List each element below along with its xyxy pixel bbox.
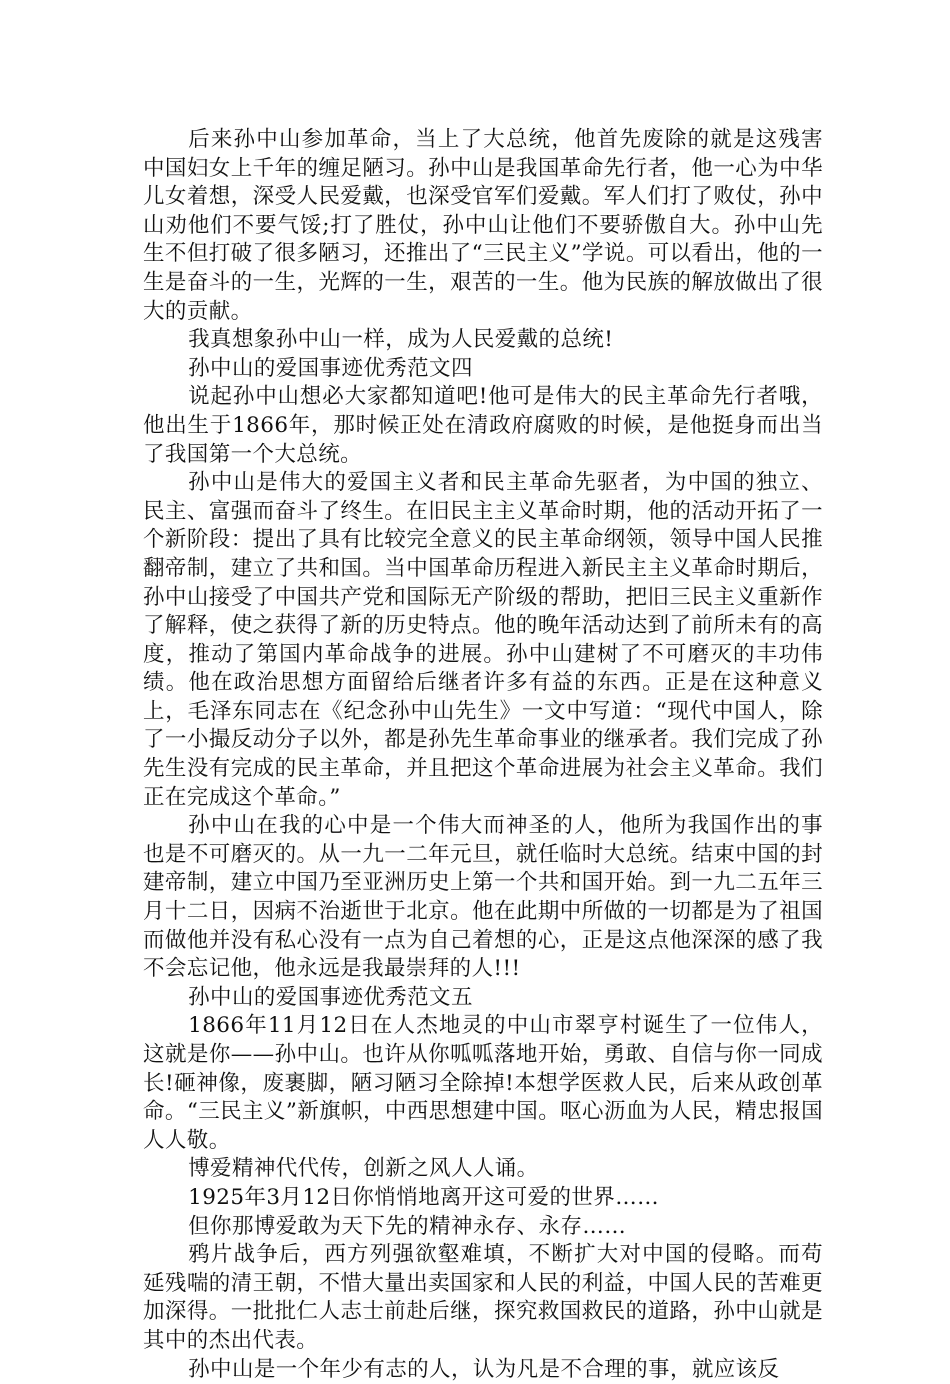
paragraph-10: 鸦片战争后，西方列强欲壑难填，不断扩大对中国的侵略。而苟延残喘的清王朝，不惜大量出卖国家和人民的利益，中国人民的苦难更加深得。一批批仁人志士前赴后继，探究救国救民的道路，孙中山就是其中的杰出代表。 xyxy=(143,1242,823,1353)
paragraph-4: 孙中山是伟大的爱国主义者和民主革命先驱者，为中国的独立、民主、富强而奋斗了终生。在旧民主主义革命时期，他的活动开拓了一个新阶段：提出了具有比较完全意义的民主革命纲领，领导中国人民推翻帝制，建立了共和国。当中国革命历程进入新民主主义革命时期后，孙中山接受了中国共产党和国际无产阶级的帮助，把旧三民主义重新作了解释，使之获得了新的历史特点。他的晚年活动达到了前所未有的高度，推动了第国内革命战争的进展。孙中山建树了不可磨灭的丰功伟绩。他在政治思想方面留给后继者许多有益的东西。正是在这种意义上，毛泽东同志在《纪念孙中山先生》一文中写道：“现代中国人，除了一小撮反动分子以外，都是孙先生革命事业的继承者。我们完成了孙先生没有完成的民主革命，并且把这个革命进展为社会主义革命。我们正在完成这个革命。” xyxy=(143,470,823,810)
section-heading-5: 孙中山的爱国事迹优秀范文五 xyxy=(188,984,473,1010)
section-heading-4: 孙中山的爱国事迹优秀范文四 xyxy=(188,355,473,381)
paragraph-2: 我真想象孙中山一样，成为人民爱戴的总统! xyxy=(188,327,614,353)
paragraph-3: 说起孙中山想必大家都知道吧!他可是伟大的民主革命先行者哦，他出生于1866年，那时候正处在清政府腐败的时候，是他挺身而出当了我国第一个大总统。 xyxy=(143,384,823,467)
paragraph-11: 孙中山是一个年少有志的人，认为凡是不合理的事，就应该反 xyxy=(188,1356,780,1382)
paragraph-9: 但你那博爱敢为天下先的精神永存、永存…… xyxy=(188,1213,627,1239)
paragraph-8: 1925年3月12日你悄悄地离开这可爱的世界…… xyxy=(188,1184,659,1210)
paragraph-5: 孙中山在我的心中是一个伟大而神圣的人，他所为我国作出的事也是不可磨灭的。从一九一二年元旦，就任临时大总统。结束中国的封建帝制，建立中国乃至亚洲历史上第一个共和国开始。到一九二五年三月十二日，因病不治逝世于北京。他在此期中所做的一切都是为了祖国而做他并没有私心没有一点为自己着想的心，正是这点他深深的感了我不会忘记他，他永远是我最崇拜的人!!! xyxy=(143,813,823,982)
paragraph-1: 后来孙中山参加革命，当上了大总统，他首先废除的就是这残害中国妇女上千年的缠足陋习。孙中山是我国革命先行者，他一心为中华儿女着想，深受人民爱戴，也深受官军们爱戴。军人们打了败仗，孙中山劝他们不要气馁;打了胜仗，孙中山让他们不要骄傲自大。孙中山先生不但打破了很多陋习，还推出了“三民主义”学说。可以看出，他的一生是奋斗的一生，光辉的一生，艰苦的一生。他为民族的解放做出了很大的贡献。 xyxy=(143,127,823,324)
paragraph-7: 博爱精神代代传，创新之风人人诵。 xyxy=(188,1156,539,1182)
paragraph-6: 1866年11月12日在人杰地灵的中山市翠亨村诞生了一位伟人，这就是你——孙中山。也许从你呱呱落地开始，勇敢、自信与你一同成长!砸神像，废裹脚，陋习陋习全除掉!本想学医救人民，后来从政创革命。“三民主义”新旗帜，中西思想建中国。呕心沥血为人民，精忠报国人人敬。 xyxy=(143,1013,823,1153)
document-page xyxy=(143,126,823,1384)
